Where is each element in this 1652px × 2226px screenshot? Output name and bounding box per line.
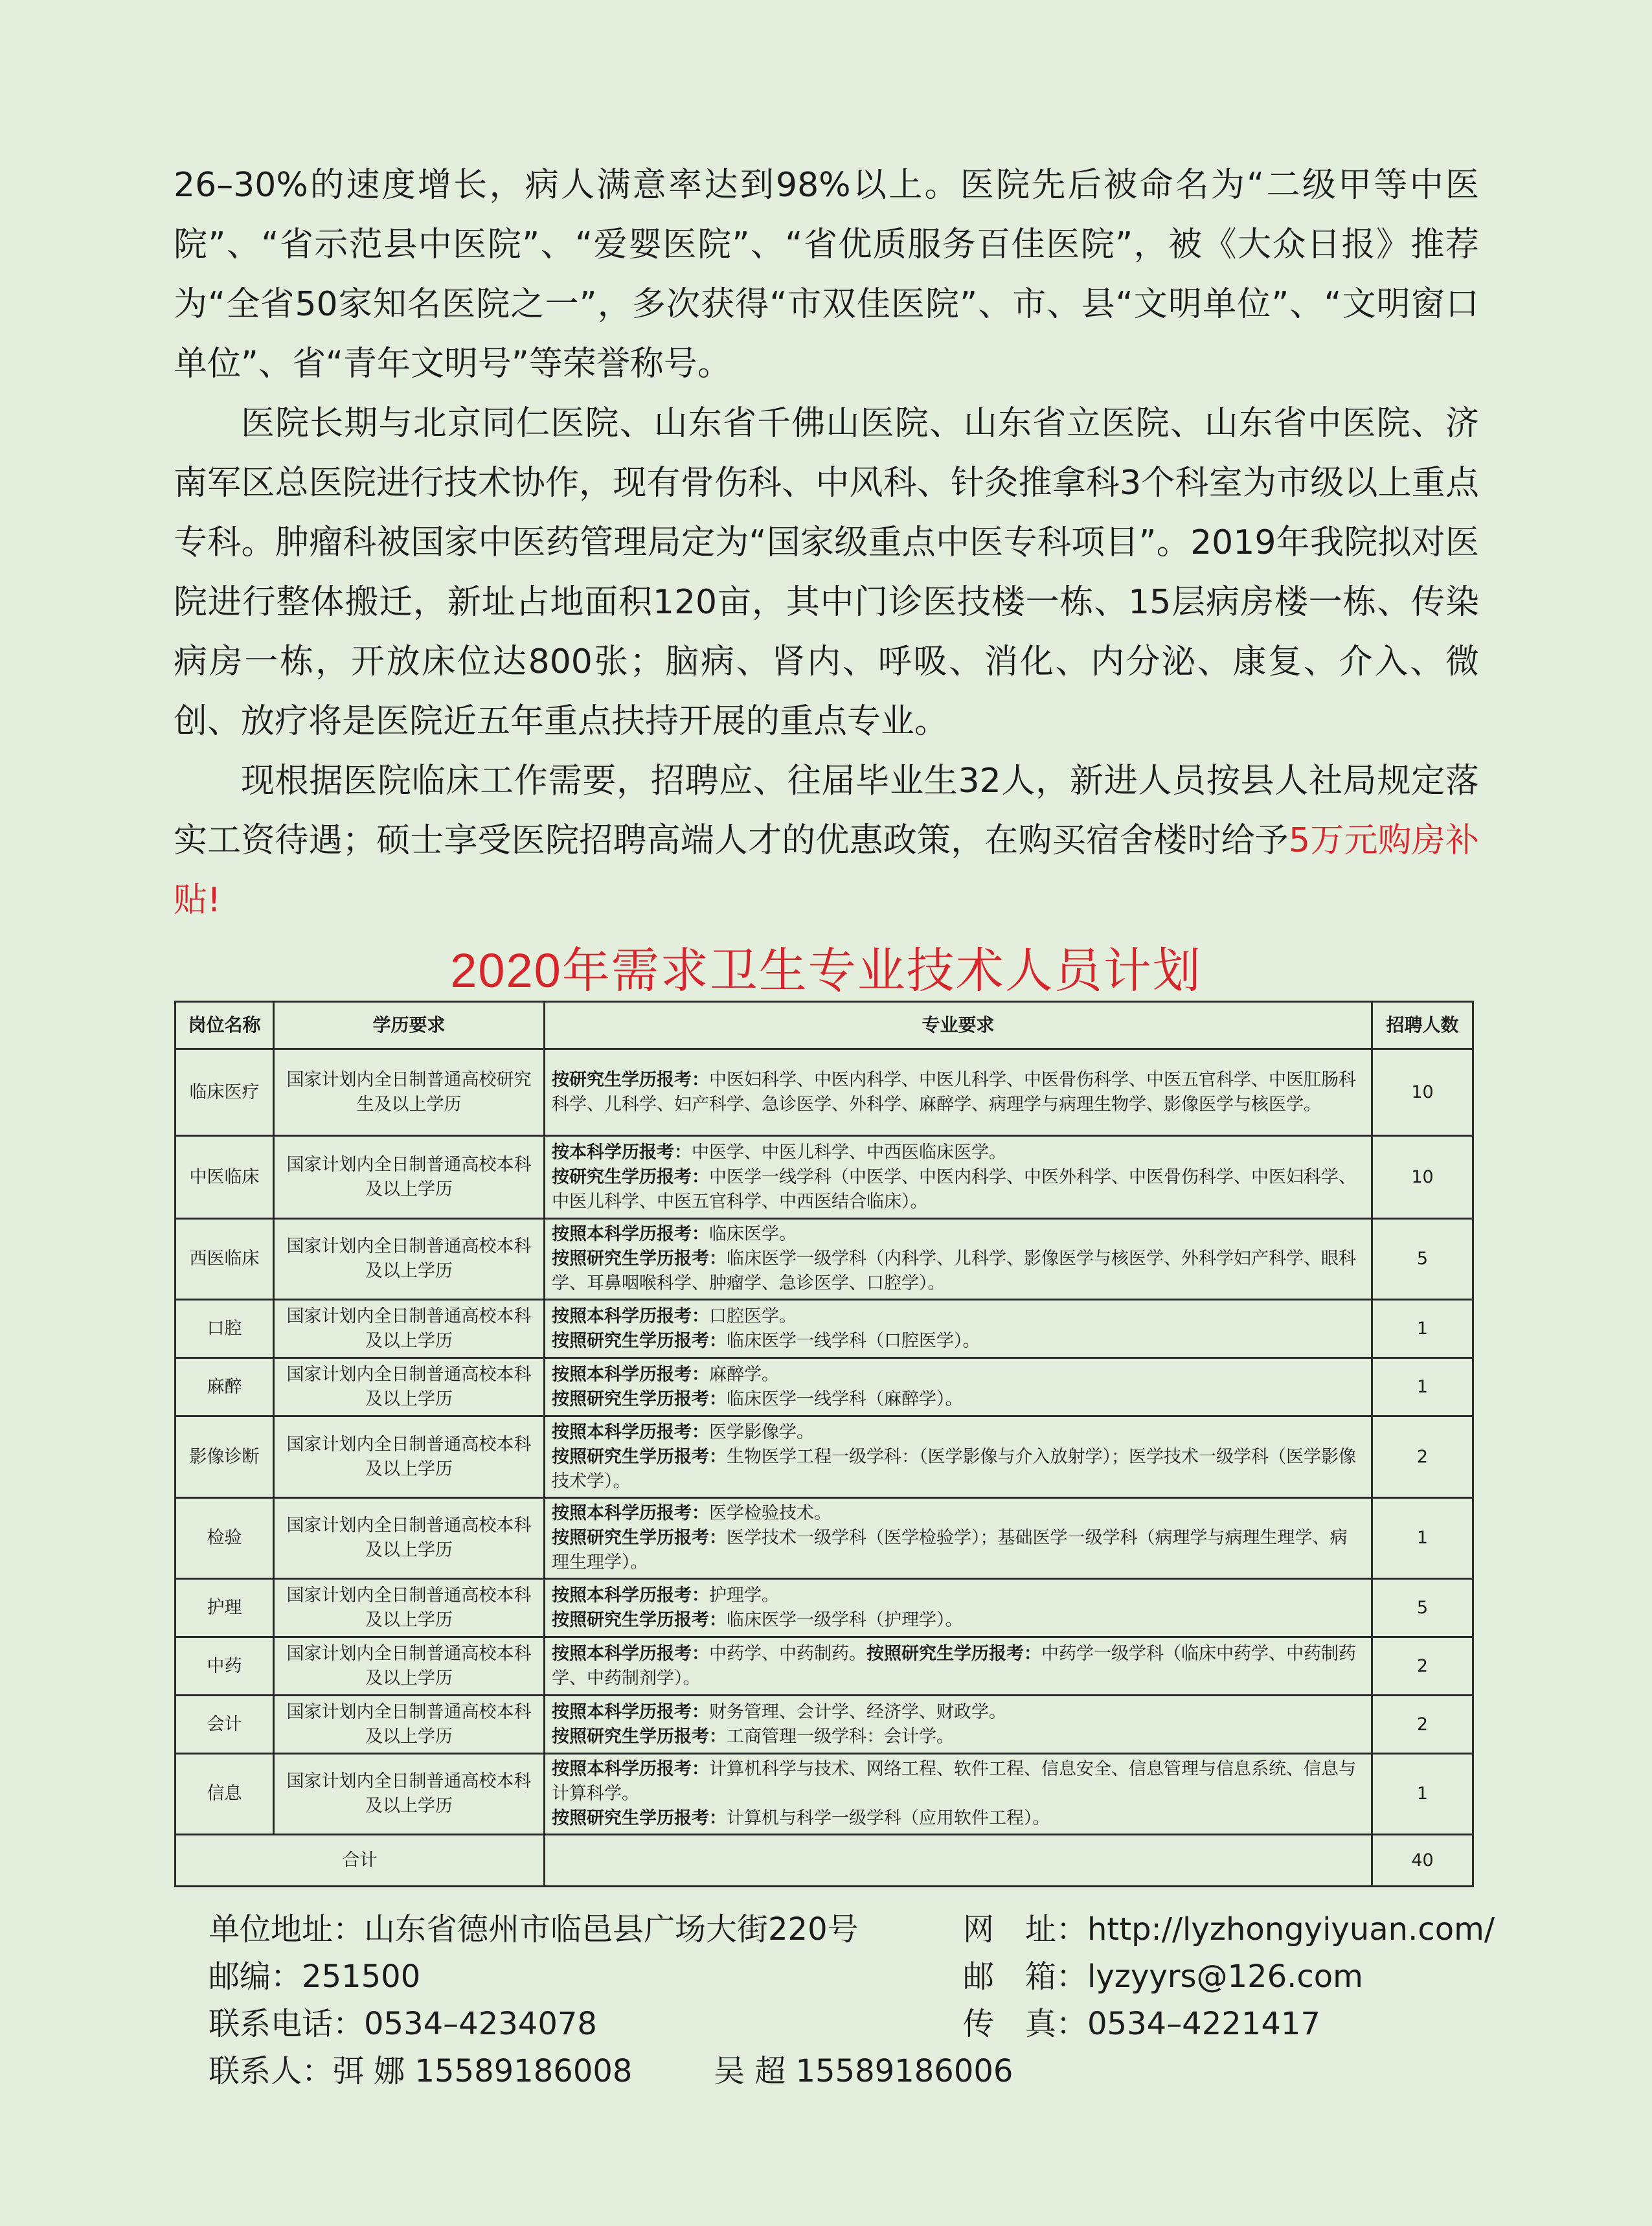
major-line [552, 1526, 1364, 1575]
count-cell: 2 [1372, 1416, 1473, 1498]
address-text: 单位地址：山东省德州市临邑县广场大街220号 [209, 1911, 859, 1948]
website-link[interactable]: 网 址：http://lyzhongyiyuan.com/ [963, 1911, 1495, 1948]
major-label: 按照本科学历报考： [552, 1643, 709, 1664]
major-text: 中药学、中药制药。 [709, 1643, 866, 1664]
post-cell: 口腔 [175, 1300, 274, 1358]
post-cell: 麻醉 [175, 1358, 274, 1416]
major-label: 按照研究生学历报考： [552, 1609, 727, 1630]
contact-person-2: 吴 超 15589186006 [714, 2053, 1013, 2089]
major-line [552, 1501, 1364, 1526]
contact-row-4 [209, 2048, 1504, 2095]
major-text: 中医学、中医儿科学、中西医临床医学。 [692, 1142, 1006, 1163]
education-cell: 国家计划内全日制普通高校研究生及以上学历 [274, 1049, 545, 1136]
count-cell: 10 [1372, 1049, 1473, 1136]
major-cell [545, 1358, 1372, 1416]
contact-person-1: 联系人：弭 娜 15589186008 [209, 2053, 633, 2089]
education-cell: 国家计划内全日制普通高校本科及以上学历 [274, 1358, 545, 1416]
major-label: 按照研究生学历报考： [552, 1446, 727, 1467]
major-line [552, 1700, 1364, 1725]
table-row [175, 1754, 1473, 1835]
major-text: 临床医学一线学科（麻醉学）。 [727, 1389, 963, 1409]
contact-row-3 [209, 2001, 1504, 2048]
major-text: 口腔医学。 [709, 1306, 797, 1326]
contact-row-2 [209, 1953, 1504, 2001]
fax-text: 传 真：0534–4221417 [963, 2006, 1320, 2042]
table-header-row [175, 1002, 1473, 1049]
major-text: 中医妇科学、中医内科学、中医儿科学、中医骨伤科学、中医五官科学、中医肛肠科科学、儿科学、妇产科学、急诊医学、外科学、麻醉学、病理学与病理生物学、影像医学与核医学。 [552, 1069, 1356, 1115]
count-cell: 5 [1372, 1219, 1473, 1300]
education-cell: 国家计划内全日制普通高校本科及以上学历 [274, 1696, 545, 1754]
table-row [175, 1300, 1473, 1358]
major-text: 中医学一线学科（中医学、中医内科学、中医外科学、中医骨伤科学、中医妇科学、中医儿科学、中医五官科学、中西医结合临床）。 [552, 1166, 1356, 1212]
header-post: 岗位名称 [175, 1002, 274, 1049]
post-cell: 中医临床 [175, 1136, 274, 1219]
major-cell [545, 1219, 1372, 1300]
table-row [175, 1049, 1473, 1136]
major-label: 按照研究生学历报考： [552, 1389, 727, 1409]
education-cell: 国家计划内全日制普通高校本科及以上学历 [274, 1416, 545, 1498]
header-count: 招聘人数 [1372, 1002, 1473, 1049]
major-line [552, 1642, 1364, 1691]
major-label: 按照本科学历报考： [552, 1759, 709, 1779]
email-link[interactable]: 邮 箱：lyzyyrs@126.com [963, 1959, 1363, 1995]
post-cell: 检验 [175, 1498, 274, 1579]
major-line [552, 1420, 1364, 1445]
major-label: 按照研究生学历报考： [866, 1643, 1041, 1664]
education-cell: 国家计划内全日制普通高校本科及以上学历 [274, 1300, 545, 1358]
recruitment-plan-table [174, 1001, 1474, 1887]
post-cell: 影像诊断 [175, 1416, 274, 1498]
major-line [552, 1584, 1364, 1608]
major-cell [545, 1300, 1372, 1358]
major-label: 按照本科学历报考： [552, 1306, 709, 1326]
post-cell: 中药 [175, 1637, 274, 1696]
major-label: 按研究生学历报考： [552, 1166, 709, 1187]
major-text: 护理学。 [709, 1585, 779, 1606]
major-line [552, 1141, 1364, 1165]
total-label: 合计 [175, 1835, 545, 1887]
major-text: 临床医学一级学科（护理学）。 [727, 1609, 963, 1630]
total-count: 40 [1372, 1835, 1473, 1887]
major-text: 麻醉学。 [709, 1364, 779, 1385]
major-label: 按照研究生学历报考： [552, 1808, 727, 1828]
education-cell: 国家计划内全日制普通高校本科及以上学历 [274, 1754, 545, 1835]
post-cell: 会计 [175, 1696, 274, 1754]
major-label: 按照本科学历报考： [552, 1503, 709, 1523]
major-cell [545, 1637, 1372, 1696]
intro-paragraph-1: 26–30%的速度增长，病人满意率达到98%以上。医院先后被命名为“二级甲等中医院”、“省示范县中医院”、“爱婴医院”、“省优质服务百佳医院”，被《大众日报》推荐为“全省50家知名医院之一”，多次获得“市双佳医院”、市、县“文明单位”、“文明窗口单位”、省“青年文明号”等荣誉称号。 [174, 166, 1479, 383]
major-text: 中药学一级学科（临床中药学、中药制药学、中药制剂学）。 [552, 1643, 1356, 1688]
major-line [552, 1304, 1364, 1329]
major-line [552, 1329, 1364, 1354]
major-text: 工商管理一级学科：会计学。 [727, 1726, 954, 1747]
count-cell: 1 [1372, 1498, 1473, 1579]
major-text: 生物医学工程一级学科：（医学影像与介入放射学）；医学技术一级学科（医学影像技术学）。 [552, 1446, 1356, 1492]
contact-info [209, 1906, 1504, 2095]
count-cell: 1 [1372, 1358, 1473, 1416]
major-text: 临床医学一线学科（口腔医学）。 [727, 1330, 980, 1351]
major-line [552, 1387, 1364, 1412]
table-row [175, 1136, 1473, 1219]
count-cell: 10 [1372, 1136, 1473, 1219]
major-label: 按照研究生学历报考： [552, 1330, 727, 1351]
total-spacer [545, 1835, 1372, 1887]
intro-paragraph-2: 医院长期与北京同仁医院、山东省千佛山医院、山东省立医院、山东省中医院、济南军区总医院进行技术协作，现有骨伤科、中风科、针灸推拿科3个科室为市级以上重点专科。肿瘤科被国家中医药管理局定为“国家级重点中医专科项目”。2019年我院拟对医院进行整体搬迁，新址占地面积120亩，其中门诊医技楼一栋、15层病房楼一栋、传染病房一栋，开放床位达800张；脑病、肾内、呼吸、消化、内分泌、康复、介入、微创、放疗将是医院近五年重点扶持开展的重点专业。 [174, 404, 1479, 741]
major-text: 财务管理、会计学、经济学、财政学。 [709, 1701, 1006, 1722]
major-cell [545, 1579, 1372, 1637]
post-cell: 信息 [175, 1754, 274, 1835]
table-row [175, 1637, 1473, 1696]
major-line [552, 1247, 1364, 1296]
major-cell [545, 1049, 1372, 1136]
major-line [552, 1725, 1364, 1749]
header-education: 学历要求 [274, 1002, 545, 1049]
major-text: 计算机与科学一级学科（应用软件工程）。 [727, 1808, 1050, 1828]
major-label: 按照本科学历报考： [552, 1422, 709, 1442]
postcode-text: 邮编：251500 [209, 1959, 421, 1995]
major-line [552, 1806, 1364, 1831]
major-label: 按照本科学历报考： [552, 1224, 709, 1244]
major-text: 医学检验技术。 [709, 1503, 832, 1523]
count-cell: 2 [1372, 1696, 1473, 1754]
major-line [552, 1363, 1364, 1387]
major-label: 按照本科学历报考： [552, 1364, 709, 1385]
major-label: 按研究生学历报考： [552, 1069, 709, 1090]
table-row [175, 1219, 1473, 1300]
intro-paragraph-3 [174, 751, 1479, 930]
phone-text: 联系电话：0534–4234078 [209, 2006, 597, 2042]
major-label: 按本科学历报考： [552, 1142, 692, 1163]
major-cell [545, 1416, 1372, 1498]
table-row [175, 1579, 1473, 1637]
major-text: 计算机科学与技术、网络工程、软件工程、信息安全、信息管理与信息系统、信息与计算科学。 [552, 1759, 1356, 1804]
table-row [175, 1416, 1473, 1498]
major-cell [545, 1498, 1372, 1579]
major-line [552, 1608, 1364, 1633]
major-text: 临床医学一级学科（内科学、儿科学、影像医学与核医学、外科学妇产科学、眼科学、耳鼻咽喉科学、肿瘤学、急诊医学、口腔学）。 [552, 1249, 1356, 1293]
major-line [552, 1068, 1364, 1117]
education-cell: 国家计划内全日制普通高校本科及以上学历 [274, 1498, 545, 1579]
major-line [552, 1445, 1364, 1494]
major-label: 按照研究生学历报考： [552, 1528, 727, 1548]
count-cell: 1 [1372, 1300, 1473, 1358]
table-row [175, 1358, 1473, 1416]
intro-text [174, 155, 1479, 930]
education-cell: 国家计划内全日制普通高校本科及以上学历 [274, 1579, 545, 1637]
major-line [552, 1757, 1364, 1806]
major-cell [545, 1754, 1372, 1835]
post-cell: 西医临床 [175, 1219, 274, 1300]
housing-subsidy-highlight: 5万元购房补贴! [174, 821, 1479, 920]
table-row [175, 1498, 1473, 1579]
post-cell: 护理 [175, 1579, 274, 1637]
post-cell: 临床医疗 [175, 1049, 274, 1136]
major-text: 临床医学。 [709, 1224, 797, 1244]
contact-row-1 [209, 1906, 1504, 1953]
major-text: 医学影像学。 [709, 1422, 814, 1442]
table-row [175, 1696, 1473, 1754]
education-cell: 国家计划内全日制普通高校本科及以上学历 [274, 1219, 545, 1300]
header-major: 专业要求 [545, 1002, 1372, 1049]
intro-paragraph-3-text: 现根据医院临床工作需要，招聘应、往届毕业生32人，新进人员按县人社局规定落实工资待遇；硕士享受医院招聘高端人才的优惠政策，在购买宿舍楼时给予 [174, 762, 1479, 860]
count-cell: 1 [1372, 1754, 1473, 1835]
major-line [552, 1165, 1364, 1214]
major-label: 按照研究生学历报考： [552, 1726, 727, 1747]
plan-title: 2020年需求卫生专业技术人员计划 [450, 944, 1202, 997]
major-cell [545, 1696, 1372, 1754]
table-body [175, 1049, 1473, 1835]
total-row [175, 1835, 1473, 1887]
education-cell: 国家计划内全日制普通高校本科及以上学历 [274, 1637, 545, 1696]
count-cell: 5 [1372, 1579, 1473, 1637]
major-label: 按照本科学历报考： [552, 1701, 709, 1722]
major-cell [545, 1136, 1372, 1219]
major-label: 按照本科学历报考： [552, 1585, 709, 1606]
major-label: 按照研究生学历报考： [552, 1249, 727, 1269]
education-cell: 国家计划内全日制普通高校本科及以上学历 [274, 1136, 545, 1219]
major-line [552, 1222, 1364, 1247]
major-text: 医学技术一级学科（医学检验学）；基础医学一级学科（病理学与病理生理学、病理生理学）。 [552, 1528, 1348, 1573]
count-cell: 2 [1372, 1637, 1473, 1696]
